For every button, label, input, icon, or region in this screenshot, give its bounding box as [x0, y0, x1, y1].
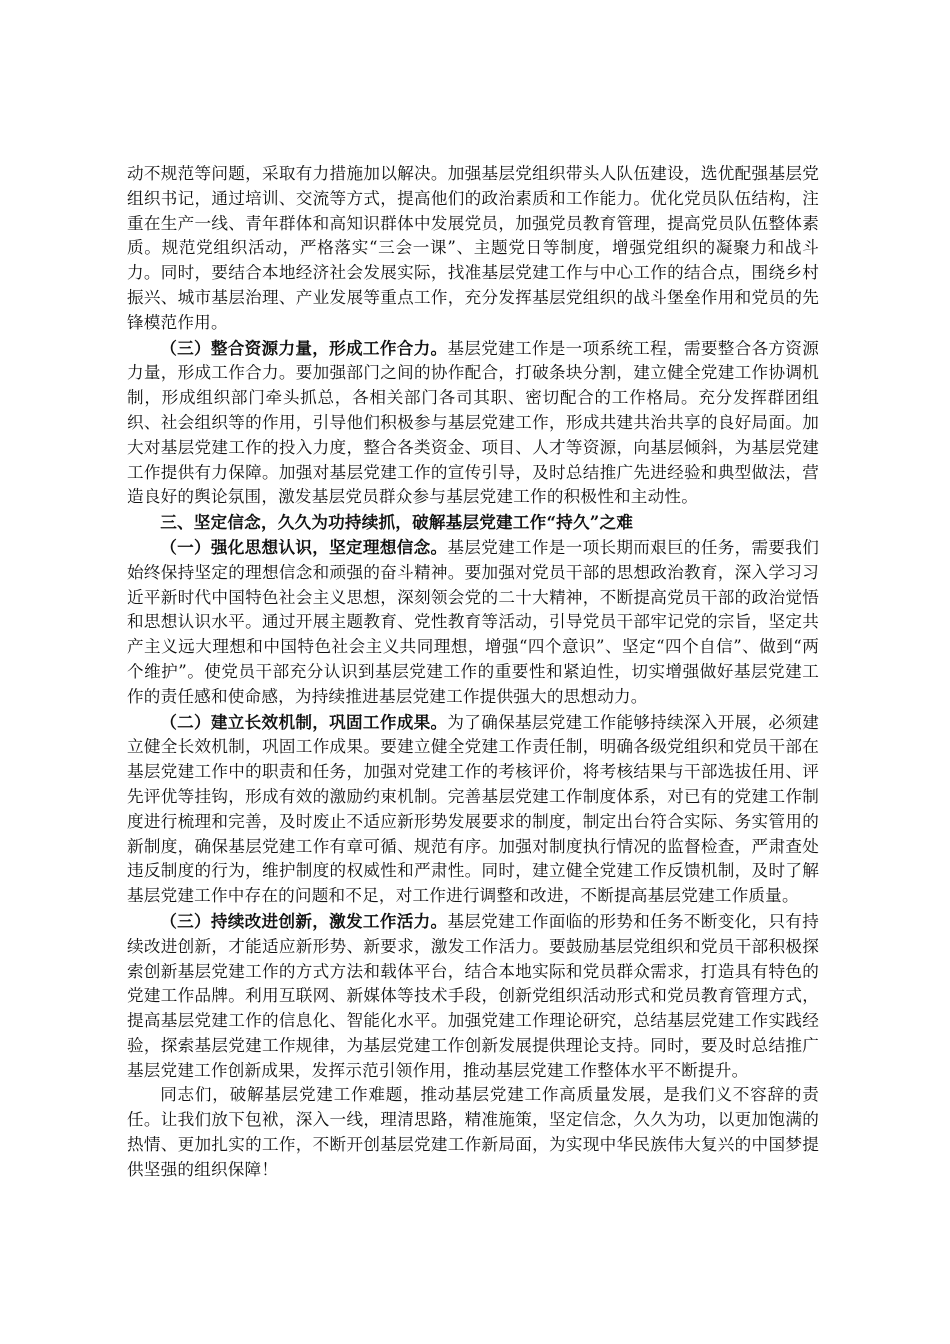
paragraph-text: 基层党建工作是一项系统工程，需要整合各方资源力量，形成工作合力。要加强部门之间的协作配合，打破条块分割，建立健全党建工作协调机制，形成组织部门牵头抓总，各相关部门各司其职、密切配合的工作格局。充分发挥群团组织、社会组织等的作用，引导他们积极参与基层党建工作，形成共建共治共享的良好局面。加大对基层党建工作的投入力度，整合各类资金、项目、人才等资源，向基层倾斜，为基层党建工作提供有力保障。加强对基层党建工作的宣传引导，及时总结推广先进经验和典型做法，营造良好的舆论氛围，激发基层党员群众参与基层党建工作的积极性和主动性。: [127, 338, 819, 507]
paragraph-lead: （三）持续改进创新，激发工作活力。: [160, 910, 448, 931]
paragraph-text: 同志们，破解基层党建工作难题，推动基层党建工作高质量发展，是我们义不容辞的责任。让我们放下包袱，深入一线，理清思路，精准施策，坚定信念，久久为功，以更加饱满的热情、更加扎实的工作，不断开创基层党建工作新局面，为实现中华民族伟大复兴的中国梦提供坚强的组织保障！: [127, 1085, 819, 1179]
paragraph-long-term-mechanism: [127, 710, 819, 909]
paragraph-innovation: [127, 909, 819, 1084]
paragraph-continuation: [127, 162, 819, 336]
document-page: [127, 162, 819, 1183]
paragraph-closing: [127, 1083, 819, 1182]
paragraph-text: 动不规范等问题，采取有力措施加以解决。加强基层党组织带头人队伍建设，选优配强基层党组织书记，通过培训、交流等方式，提高他们的政治素质和工作能力。优化党员队伍结构，注重在生产一线、青年群体和高知识群体中发展党员，加强党员教育管理，提高党员队伍整体素质。规范党组织活动，严格落实“三会一课”、主题党日等制度，增强党组织的凝聚力和战斗力。同时，要结合本地经济社会发展实际，找准基层党建工作与中心工作的结合点，围绕乡村振兴、城市基层治理、产业发展等重点工作，充分发挥基层党组织的战斗堡垒作用和党员的先锋模范作用。: [127, 164, 819, 332]
paragraph-text: 为了确保基层党建工作能够持续深入开展，必须建立健全长效机制，巩固工作成果。要建立健全党建工作责任制，明确各级党组织和党员干部在基层党建工作中的职责和任务，加强对党建工作的考核评价，将考核结果与干部选拔任用、评先评优等挂钩，形成有效的激励约束机制。完善基层党建工作制度体系，对已有的党建工作制度进行梳理和完善，及时废止不适应新形势发展要求的制度，制定出台符合实际、务实管用的新制度，确保基层党建工作有章可循、规范有序。加强对制度执行情况的监督检查，严肃查处违反制度的行为，维护制度的权威性和严肃性。同时，建立健全党建工作反馈机制，及时了解基层党建工作中存在的问题和不足，对工作进行调整和改进，不断提高基层党建工作质量。: [127, 712, 819, 906]
paragraph-lead: （三）整合资源力量，形成工作合力。: [160, 337, 448, 358]
paragraph-lead: （一）强化思想认识，坚定理想信念。: [160, 536, 448, 557]
section-heading-three: 三、坚定信念，久久为功持续抓，破解基层党建工作“持久”之难: [160, 512, 634, 533]
paragraph-integrate-resources: [127, 336, 819, 511]
paragraph-text: 基层党建工作是一项长期而艰巨的任务，需要我们始终保持坚定的理想信念和顽强的奋斗精神。要加强对党员干部的思想政治教育，深入学习习近平新时代中国特色社会主义思想，深刻领会党的二十大精神，不断提高党员干部的政治觉悟和思想认识水平。通过开展主题教育、党性教育等活动，引导党员干部牢记党的宗旨，坚定共产主义远大理想和中国特色社会主义共同理想，增强“四个意识”、坚定“四个自信”、做到“两个维护”。使党员干部充分认识到基层党建工作的重要性和紧迫性，切实增强做好基层党建工作的责任感和使命感，为持续推进基层党建工作提供强大的思想动力。: [127, 537, 819, 706]
paragraph-text: 基层党建工作面临的形势和任务不断变化，只有持续改进创新，才能适应新形势、新要求，激发工作活力。要鼓励基层党组织和党员干部积极探索创新基层党建工作的方式方法和载体平台，结合本地实际和党员群众需求，打造具有特色的党建工作品牌。利用互联网、新媒体等技术手段，创新党组织活动形式和党员教育管理方式，提高基层党建工作的信息化、智能化水平。加强党建工作理论研究，总结基层党建工作实践经验，探索基层党建工作规律，为基层党建工作创新发展提供理论支持。同时，要及时总结推广基层党建工作创新成果，发挥示范引领作用，推动基层党建工作整体水平不断提升。: [127, 911, 819, 1080]
paragraph-strengthen-ideology: [127, 535, 819, 710]
paragraph-lead: （二）建立长效机制，巩固工作成果。: [160, 711, 448, 732]
